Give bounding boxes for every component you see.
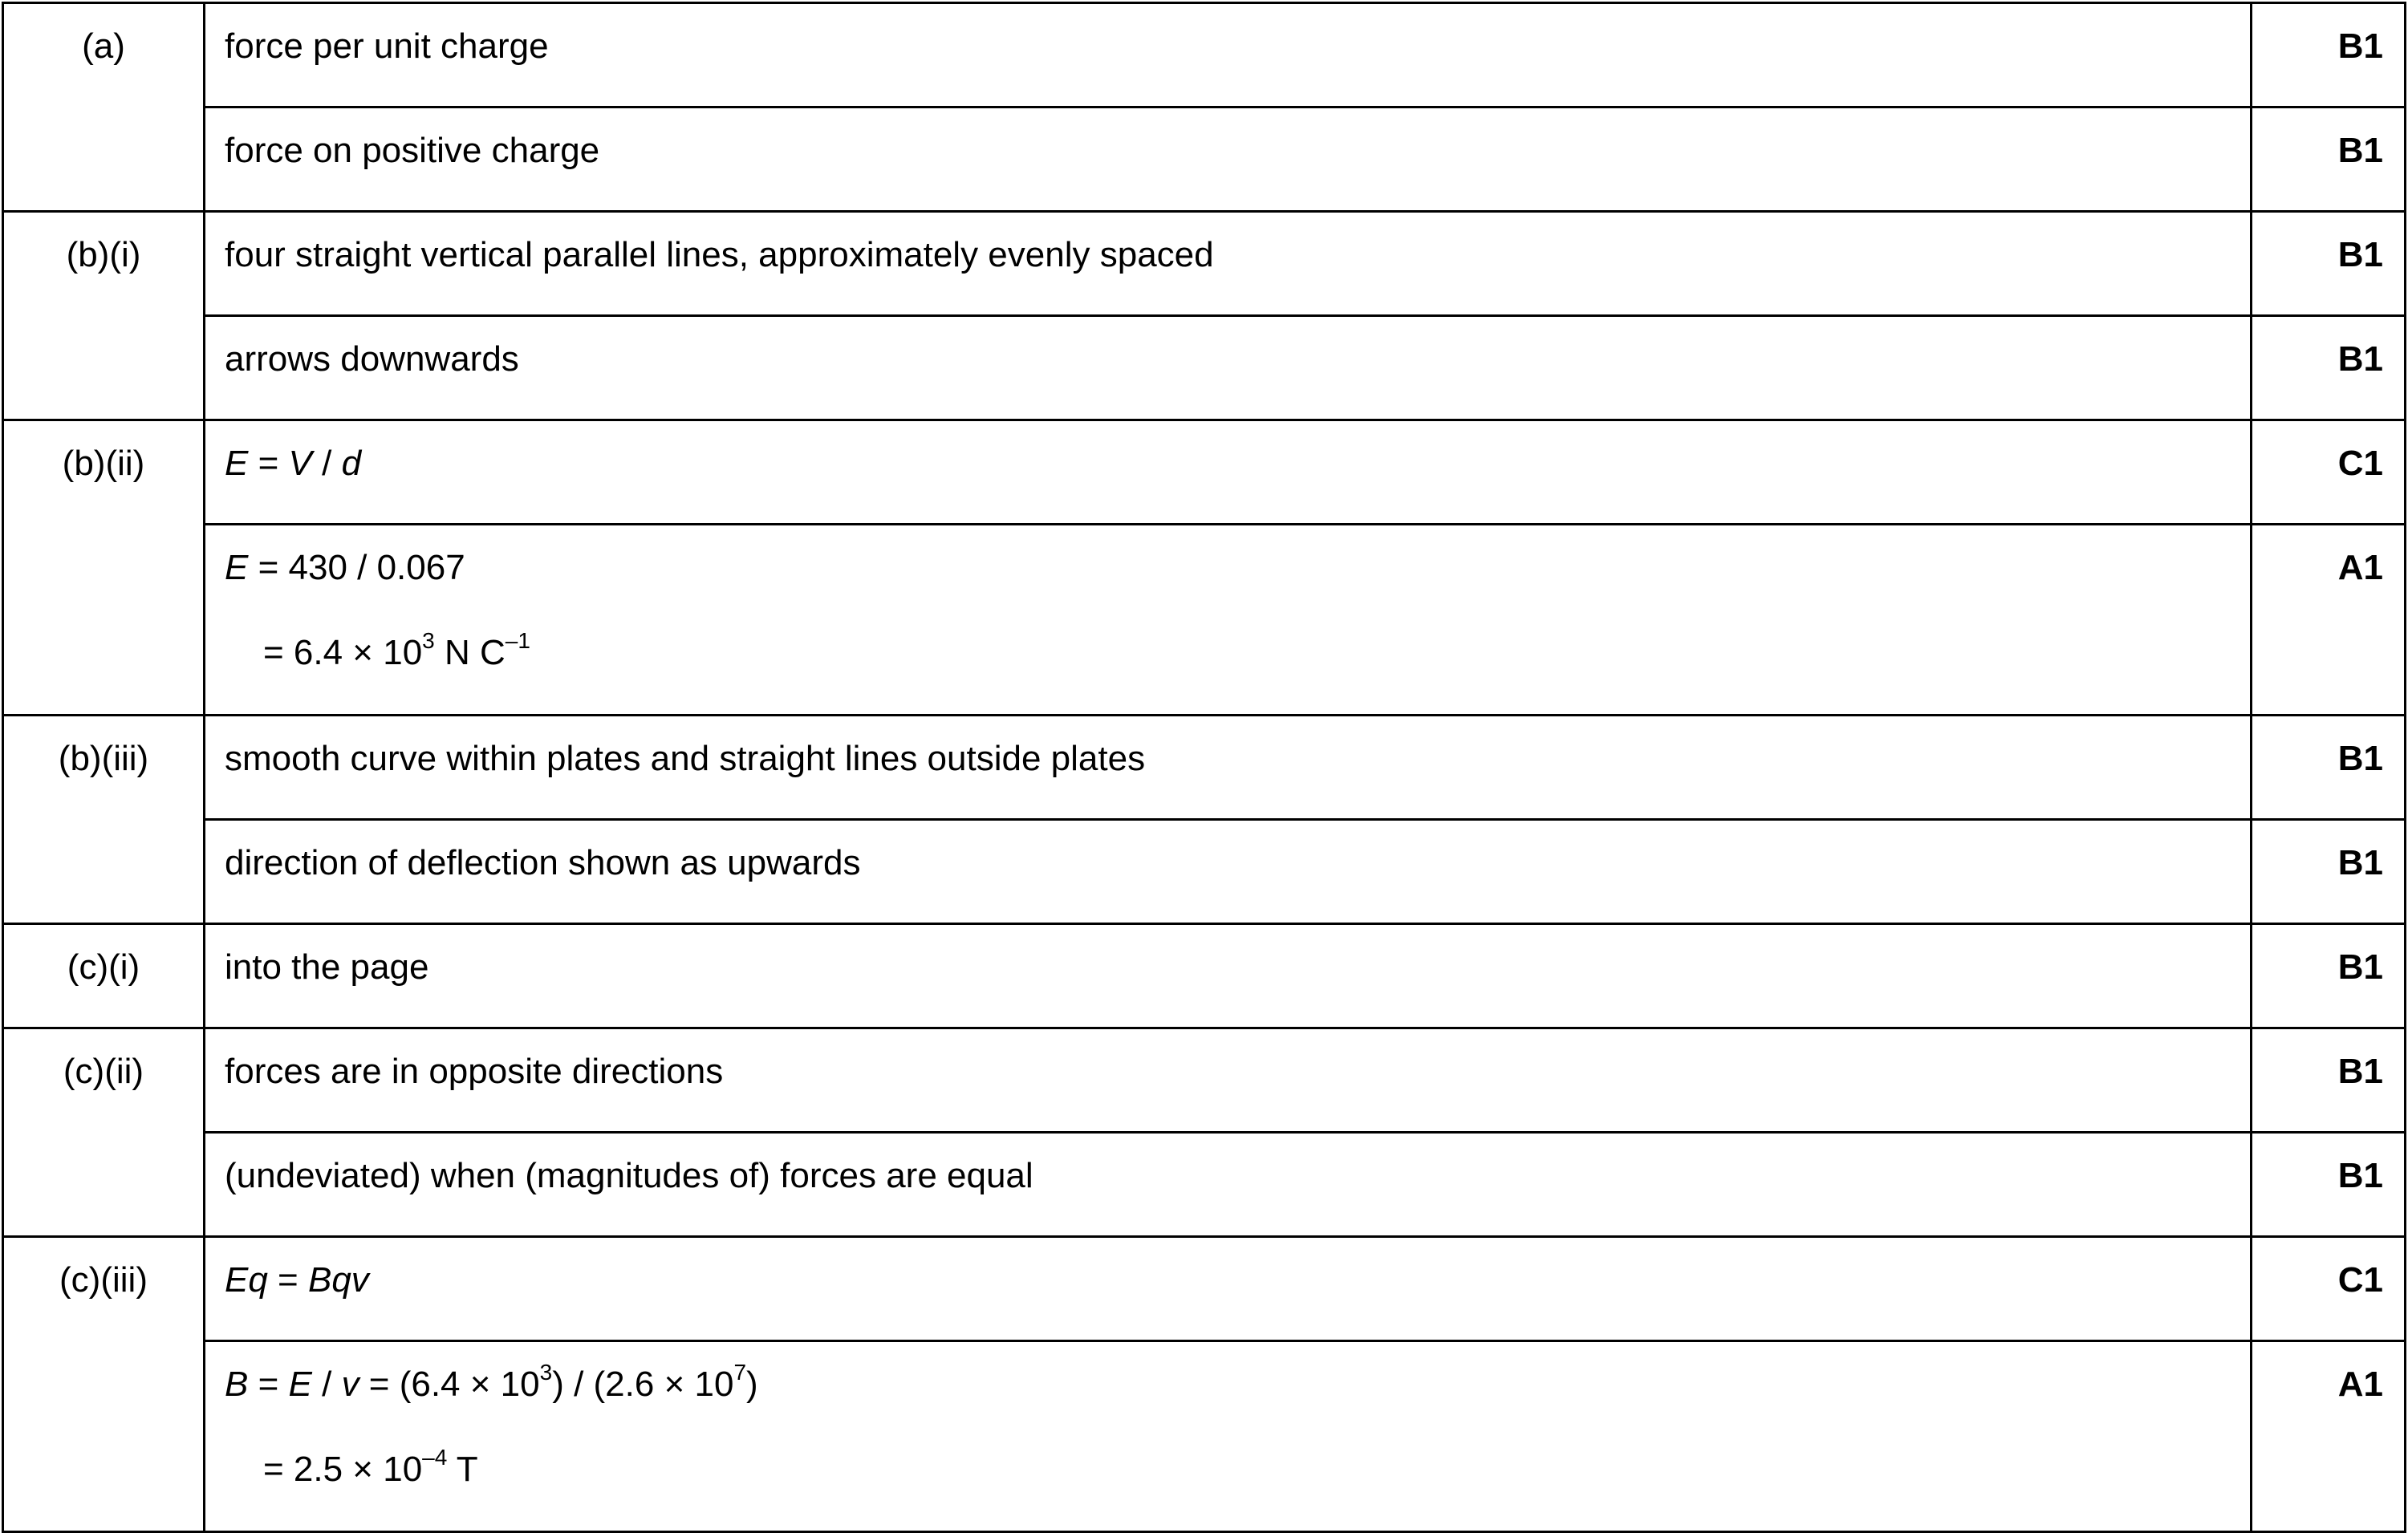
mark-code: B1 [2252, 1028, 2406, 1133]
formula-text: = 430 / 0.067 [248, 548, 465, 587]
question-part-label: (a) [3, 3, 205, 212]
formula-variable: Bqv [307, 1260, 369, 1300]
answer-text: (undeviated) when (magnitudes of) forces are equal [205, 1133, 2252, 1237]
answer-text: into the page [205, 924, 2252, 1028]
answer-formula [205, 420, 2252, 525]
mark-code: B1 [2252, 820, 2406, 924]
answer-text: forces are in opposite directions [205, 1028, 2252, 1133]
formula-variable: B [225, 1365, 249, 1404]
answer-result-line [225, 1445, 2250, 1490]
table-row [3, 1237, 2406, 1341]
exponent: 3 [422, 628, 435, 654]
table-row [3, 820, 2406, 924]
formula-variable: d [341, 444, 362, 483]
formula-text: ) [746, 1365, 758, 1404]
question-part-label: (b)(ii) [3, 420, 205, 716]
question-part-label: (c)(iii) [3, 1237, 205, 1532]
table-row [3, 316, 2406, 420]
formula-text: N C [434, 633, 506, 672]
table-row [3, 3, 2406, 107]
formula-text: T [447, 1450, 478, 1489]
table-row [3, 924, 2406, 1028]
formula-text: = [248, 444, 289, 483]
answer-text: smooth curve within plates and straight lines outside plates [205, 716, 2252, 820]
question-part-label: (c)(ii) [3, 1028, 205, 1237]
answer-text: four straight vertical parallel lines, approximately evenly spaced [205, 212, 2252, 316]
table-row [3, 420, 2406, 525]
table-row [3, 1133, 2406, 1237]
formula-text: = [267, 1260, 308, 1300]
formula-variable: E [288, 1365, 312, 1404]
mark-code: C1 [2252, 1237, 2406, 1341]
formula-text: ) / (2.6 × 10 [552, 1365, 734, 1404]
question-part-label: (b)(iii) [3, 716, 205, 924]
table-row [3, 1341, 2406, 1532]
answer-text: force on positive charge [205, 107, 2252, 212]
answer-text: arrows downwards [205, 316, 2252, 420]
answer-text: direction of deflection shown as upwards [205, 820, 2252, 924]
answer-formula [205, 1237, 2252, 1341]
mark-code: A1 [2252, 1341, 2406, 1532]
mark-scheme-table [2, 2, 2406, 1533]
formula-text: = [248, 1365, 289, 1404]
mark-code: B1 [2252, 107, 2406, 212]
mark-code: A1 [2252, 525, 2406, 716]
mark-code: B1 [2252, 716, 2406, 820]
formula-variable: v [341, 1365, 359, 1404]
table-row [3, 1028, 2406, 1133]
formula-variable: Eq [225, 1260, 268, 1300]
answer-calculation [205, 1341, 2252, 1532]
mark-code: B1 [2252, 924, 2406, 1028]
question-part-label: (c)(i) [3, 924, 205, 1028]
table-row [3, 212, 2406, 316]
exponent: 3 [539, 1360, 553, 1385]
mark-code: B1 [2252, 316, 2406, 420]
table-row [3, 107, 2406, 212]
formula-text: = 2.5 × 10 [263, 1450, 423, 1489]
exponent: –4 [422, 1445, 448, 1470]
formula-variable: V [288, 444, 312, 483]
answer-result-line [225, 628, 2250, 673]
formula-variable: E [225, 548, 249, 587]
table-row [3, 525, 2406, 716]
table-row [3, 716, 2406, 820]
formula-text: / [311, 1365, 342, 1404]
question-part-label: (b)(i) [3, 212, 205, 420]
mark-code: B1 [2252, 212, 2406, 316]
formula-text: / [311, 444, 342, 483]
mark-code: B1 [2252, 1133, 2406, 1237]
formula-text: = 6.4 × 10 [263, 633, 423, 672]
answer-text: force per unit charge [205, 3, 2252, 107]
exponent: –1 [505, 628, 530, 654]
exponent: 7 [733, 1360, 747, 1385]
mark-code: B1 [2252, 3, 2406, 107]
formula-variable: E [225, 444, 249, 483]
formula-text: = (6.4 × 10 [359, 1365, 540, 1404]
mark-code: C1 [2252, 420, 2406, 525]
answer-calculation [205, 525, 2252, 716]
